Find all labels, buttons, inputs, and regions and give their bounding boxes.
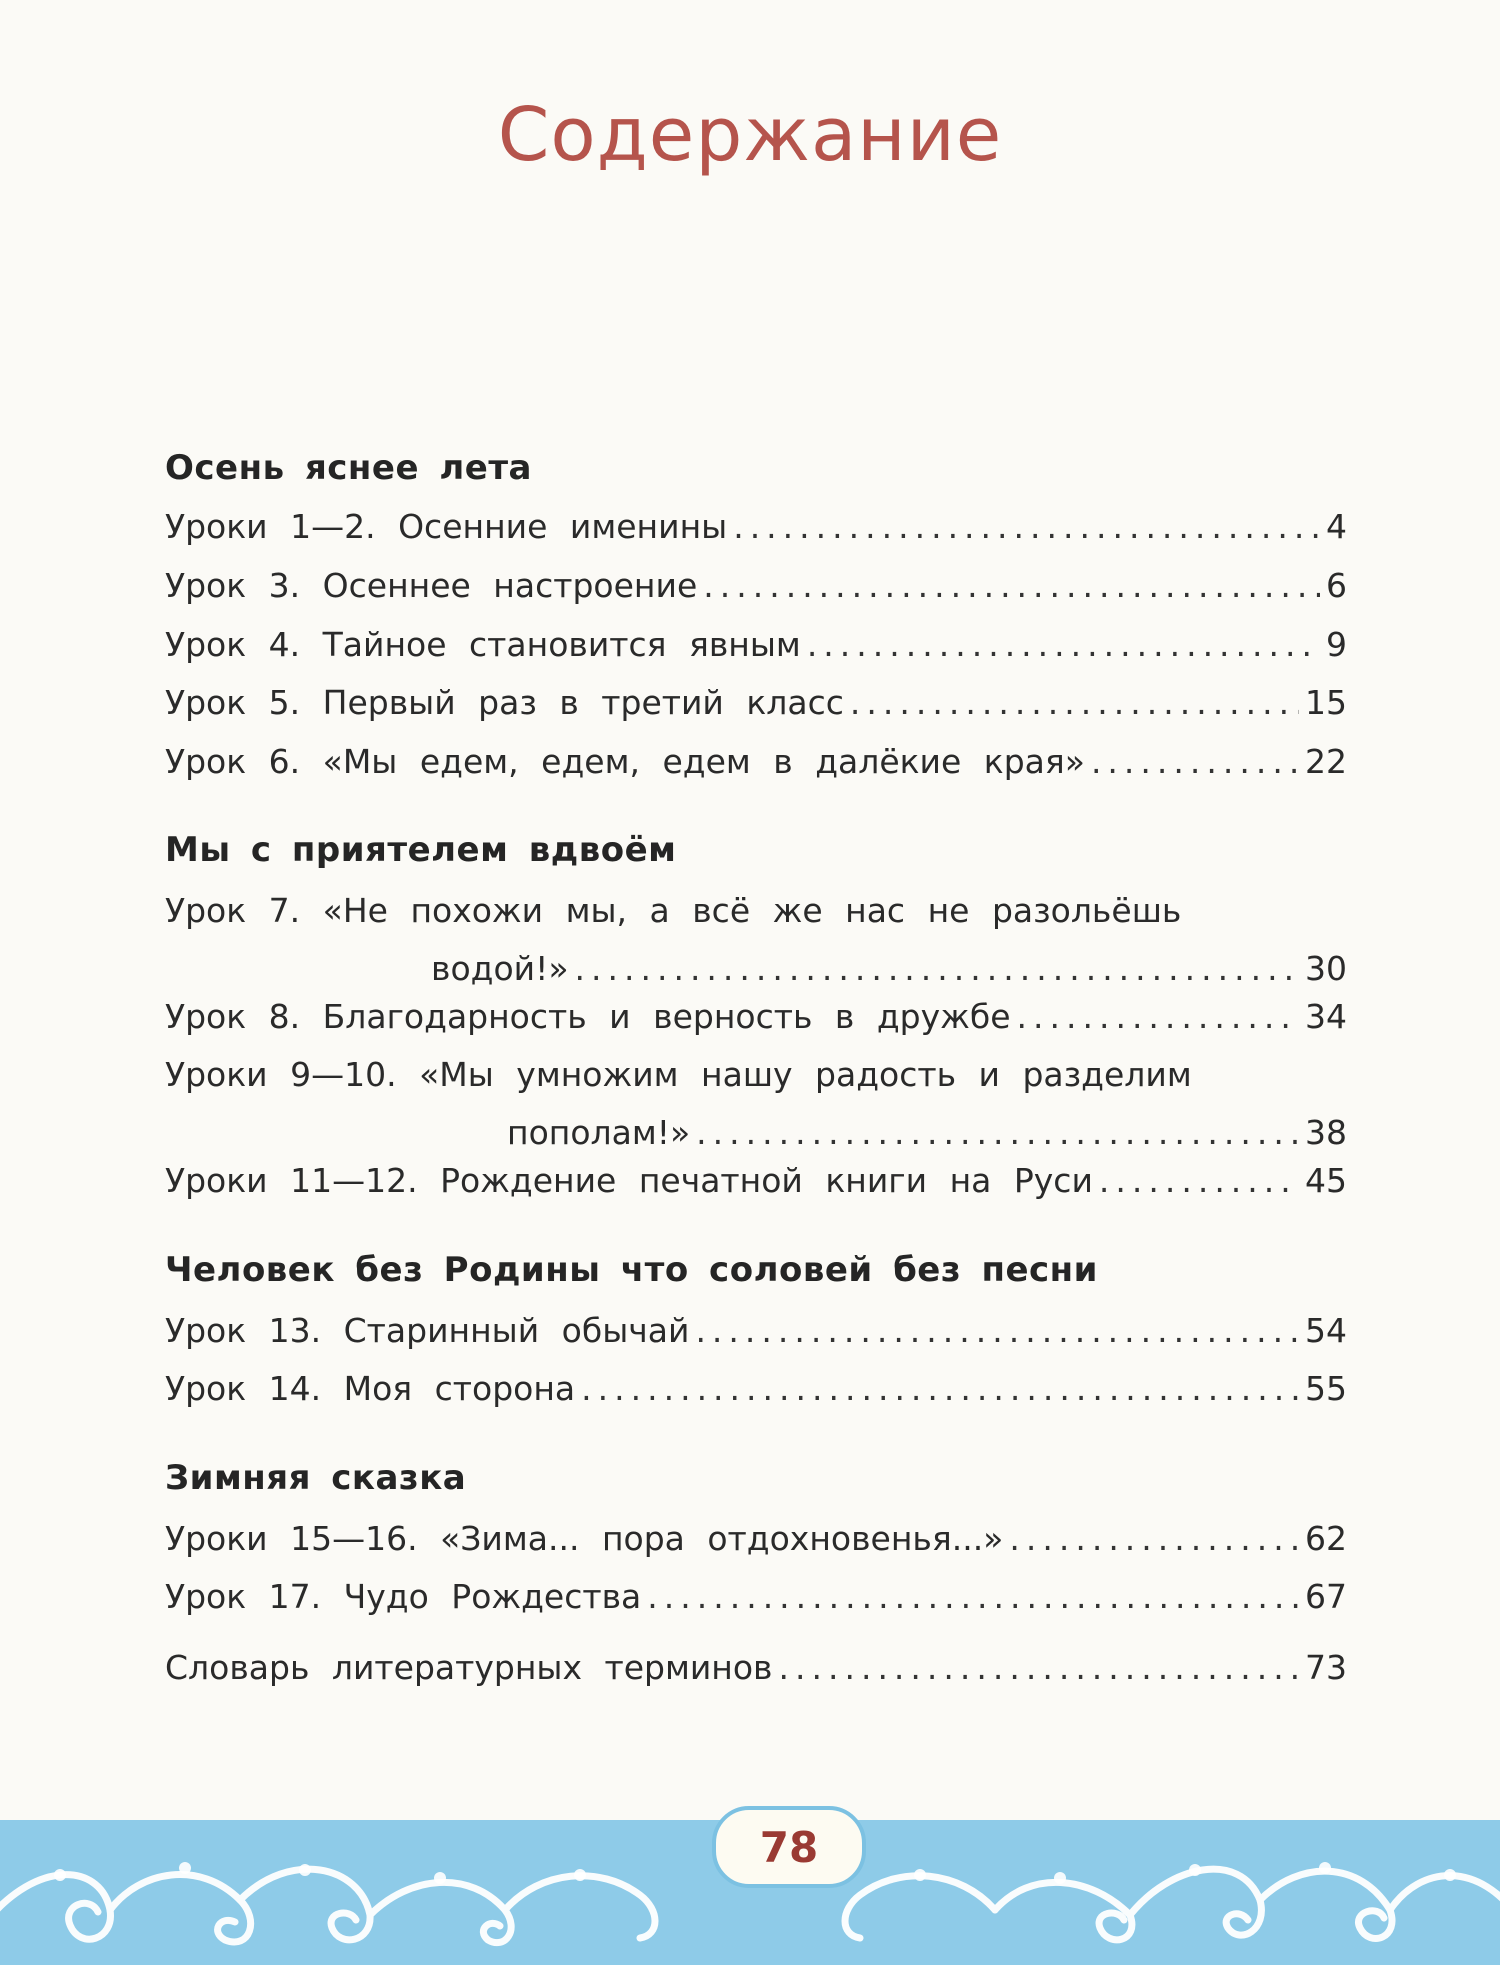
entry-title: Уроки 11—12. Рождение печатной книги на Руси bbox=[165, 1161, 1093, 1200]
entry-page: 15 bbox=[1305, 683, 1347, 722]
entry-page: 22 bbox=[1305, 742, 1347, 781]
entry-page: 4 bbox=[1326, 507, 1347, 546]
leader-dots bbox=[1091, 733, 1299, 791]
toc-entry[interactable] bbox=[165, 1360, 1347, 1418]
leader-dots bbox=[703, 557, 1320, 615]
entry-title-continued: водой!» bbox=[431, 949, 569, 988]
entry-page: 54 bbox=[1305, 1311, 1347, 1350]
entry-page: 73 bbox=[1305, 1648, 1347, 1687]
leader-dots bbox=[807, 616, 1320, 674]
entry-page: 34 bbox=[1305, 997, 1347, 1036]
entry-title: Уроки 9—10. «Мы умножим нашу радость и разделим bbox=[165, 1055, 1192, 1094]
entry-title: Уроки 1—2. Осенние именины bbox=[165, 507, 728, 546]
toc-entry[interactable] bbox=[165, 557, 1347, 615]
toc-entry[interactable] bbox=[165, 1302, 1347, 1360]
entry-title: Урок 5. Первый раз в третий класс bbox=[165, 683, 844, 722]
leader-dots bbox=[1009, 1510, 1299, 1568]
entry-page: 55 bbox=[1305, 1369, 1347, 1408]
toc-entry[interactable] bbox=[165, 616, 1347, 674]
entry-title: Урок 4. Тайное становится явным bbox=[165, 625, 801, 664]
leader-dots bbox=[733, 498, 1320, 556]
leader-dots bbox=[695, 1302, 1299, 1360]
page-number: 78 bbox=[712, 1806, 866, 1888]
toc-entry[interactable] bbox=[165, 733, 1347, 791]
entry-title: Урок 14. Моя сторона bbox=[165, 1369, 576, 1408]
entry-page: 38 bbox=[1305, 1113, 1347, 1152]
leader-dots bbox=[647, 1568, 1299, 1626]
entry-page: 45 bbox=[1305, 1161, 1347, 1200]
toc-entry[interactable] bbox=[165, 988, 1347, 1046]
toc-entry[interactable] bbox=[165, 1510, 1347, 1568]
entry-title: Урок 17. Чудо Рождества bbox=[165, 1577, 642, 1616]
section-heading: Человек без Родины что соловей без песни bbox=[165, 1250, 1098, 1290]
entry-page: 62 bbox=[1305, 1519, 1347, 1558]
entry-title: Урок 13. Старинный обычай bbox=[165, 1311, 690, 1350]
toc-entry[interactable] bbox=[165, 674, 1347, 732]
entry-page: 9 bbox=[1326, 625, 1347, 664]
entry-title: Уроки 15—16. «Зима... пора отдохновенья...» bbox=[165, 1519, 1004, 1558]
toc-entry[interactable] bbox=[165, 1046, 1347, 1162]
entry-title: Урок 6. «Мы едем, едем, едем в далёкие края» bbox=[165, 742, 1085, 781]
leader-dots bbox=[779, 1639, 1300, 1697]
section-heading: Мы с приятелем вдвоём bbox=[165, 830, 677, 870]
leader-dots bbox=[1017, 988, 1299, 1046]
entry-title: Урок 7. «Не похожи мы, а всё же нас не разольёшь bbox=[165, 891, 1182, 930]
entry-title-continued: пополам!» bbox=[507, 1113, 691, 1152]
entry-title: Урок 8. Благодарность и верность в дружбе bbox=[165, 997, 1011, 1036]
leader-dots bbox=[581, 1360, 1299, 1418]
entry-page: 30 bbox=[1305, 949, 1347, 988]
toc-entry[interactable] bbox=[165, 1152, 1347, 1210]
toc-entry[interactable] bbox=[165, 882, 1347, 998]
section-heading: Зимняя сказка bbox=[165, 1458, 467, 1498]
leader-dots bbox=[1099, 1152, 1299, 1210]
toc-entry-glossary[interactable] bbox=[165, 1639, 1347, 1697]
toc-entry[interactable] bbox=[165, 1568, 1347, 1626]
entry-title: Словарь литературных терминов bbox=[165, 1648, 773, 1687]
section-heading: Осень яснее лета bbox=[165, 448, 532, 488]
page-title: Содержание bbox=[497, 92, 1003, 178]
entry-page: 6 bbox=[1326, 566, 1347, 605]
toc-entry[interactable] bbox=[165, 498, 1347, 556]
entry-page: 67 bbox=[1305, 1577, 1347, 1616]
entry-title: Урок 3. Осеннее настроение bbox=[165, 566, 698, 605]
leader-dots bbox=[850, 674, 1299, 732]
